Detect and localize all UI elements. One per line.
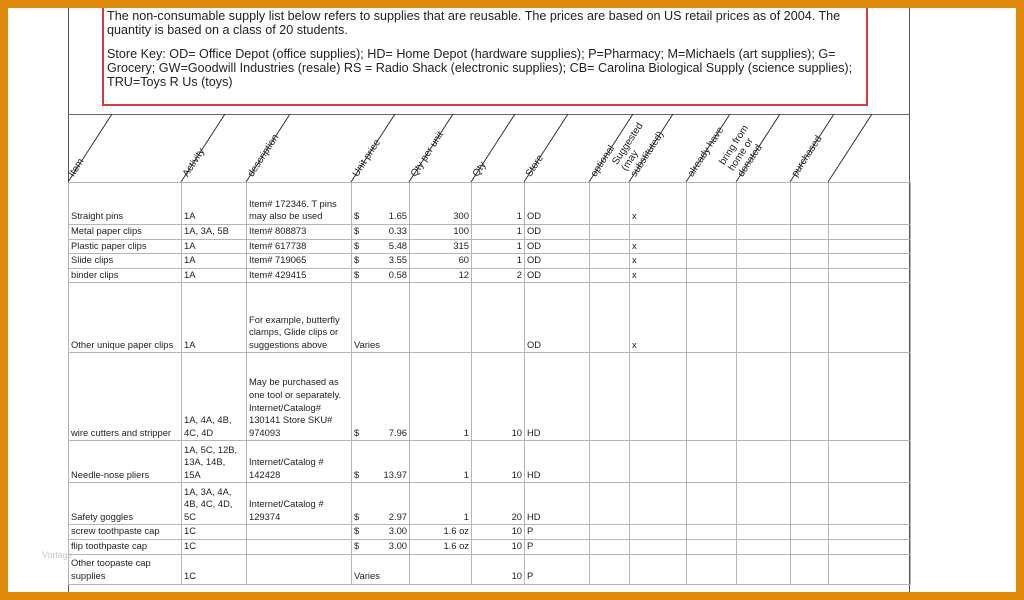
cell-qty-per-unit: 60	[410, 254, 472, 269]
cell-qty-per-unit: 12	[410, 268, 472, 283]
cell-qty-per-unit: 1.6 oz	[410, 525, 472, 540]
cell-item: Metal paper clips	[69, 225, 182, 240]
table-row	[69, 183, 911, 225]
cell-suggested	[630, 225, 687, 240]
cell-extra	[829, 441, 911, 483]
cell-activity: 1A	[182, 183, 247, 225]
cell-item: Other toopaste cap supplies	[69, 554, 182, 584]
table-row	[69, 283, 911, 353]
cell-qty-per-unit: 315	[410, 239, 472, 254]
cell-qty: 1	[472, 239, 525, 254]
cell-bring-from-home	[737, 483, 791, 525]
price-value: 3.55	[388, 254, 407, 266]
supply-table	[68, 182, 911, 585]
cell-item: Safety goggles	[69, 483, 182, 525]
cell-suggested: x	[630, 268, 687, 283]
cell-optional	[590, 554, 630, 584]
cell-extra	[829, 268, 911, 283]
cell-qty-per-unit: 300	[410, 183, 472, 225]
notes-store-key: Store Key: OD= Office Depot (office supplies); HD= Home Depot (hardware supplies); P=Pharmacy; M=Michaels (art supplies); G= Grocery; GW=Goodwill Industries (resale) RS = Radio Shack (electronic supplies); CB= Carolina Biological Supply (science supplies); TRU=Toys R Us (toys)	[107, 47, 853, 89]
price-value: 3.00	[388, 539, 407, 551]
document-frame	[8, 8, 1016, 592]
cell-already-have	[687, 254, 737, 269]
cell-optional	[590, 183, 630, 225]
cell-store: HD	[525, 441, 590, 483]
cell-optional	[590, 353, 630, 441]
cell-store: HD	[525, 483, 590, 525]
cell-unit-price	[352, 283, 410, 353]
cell-activity: 1A, 3A, 5B	[182, 225, 247, 240]
cell-extra	[829, 283, 911, 353]
cell-suggested	[630, 353, 687, 441]
cell-optional	[590, 283, 630, 353]
cell-purchased	[791, 554, 829, 584]
cell-qty: 10	[472, 539, 525, 554]
cell-extra	[829, 554, 911, 584]
table-row	[69, 254, 911, 269]
column-header-4: Unit price	[350, 137, 384, 179]
cell-unit-price	[352, 441, 410, 483]
cell-qty: 1	[472, 183, 525, 225]
price-value: 1.65	[388, 210, 407, 222]
cell-item: flip toothpaste cap	[69, 539, 182, 554]
cell-purchased	[791, 239, 829, 254]
dollar-sign: $	[354, 539, 360, 551]
dollar-sign: $	[354, 268, 360, 280]
table-row	[69, 483, 911, 525]
cell-item: Slide clips	[69, 254, 182, 269]
table-row	[69, 525, 911, 540]
cell-suggested: x	[630, 254, 687, 269]
cell-qty-per-unit: 1	[410, 483, 472, 525]
cell-qty: 10	[472, 441, 525, 483]
cell-qty-per-unit: 100	[410, 225, 472, 240]
cell-description: Internet/Catalog # 129374	[247, 483, 352, 525]
cell-activity: 1A	[182, 268, 247, 283]
cell-qty: 10	[472, 353, 525, 441]
cell-bring-from-home	[737, 554, 791, 584]
cell-extra	[829, 483, 911, 525]
cell-store: HD	[525, 353, 590, 441]
column-header-row	[8, 112, 1016, 184]
price-value: 2.97	[388, 510, 407, 522]
cell-activity: 1A, 3A, 4A, 4B, 4C, 4D, 5C	[182, 483, 247, 525]
price-value: 5.48	[388, 239, 407, 251]
cell-unit-price	[352, 539, 410, 554]
cell-activity: 1A, 5C, 12B, 13A, 14B, 15A	[182, 441, 247, 483]
cell-extra	[829, 239, 911, 254]
cell-item: screw toothpaste cap	[69, 525, 182, 540]
cell-qty: 1	[472, 225, 525, 240]
dollar-sign: $	[354, 426, 360, 438]
cell-qty-per-unit	[410, 283, 472, 353]
cell-purchased	[791, 254, 829, 269]
cell-description: May be purchased as one tool or separately. Internet/Catalog# 130141 Store SKU# 974093	[247, 353, 352, 441]
cell-description: Item# 808873	[247, 225, 352, 240]
cell-unit-price	[352, 483, 410, 525]
cell-description	[247, 525, 352, 540]
cell-optional	[590, 441, 630, 483]
cell-extra	[829, 225, 911, 240]
cell-activity: 1C	[182, 525, 247, 540]
cell-item: wire cutters and stripper	[69, 353, 182, 441]
column-header-6: Qty	[470, 159, 489, 179]
price-value: 3.00	[388, 525, 407, 537]
cell-description: For example, butterfly clamps, Glide clips or suggestions above	[247, 283, 352, 353]
cell-store: P	[525, 554, 590, 584]
cell-unit-price	[352, 353, 410, 441]
notes-box	[102, 8, 868, 106]
cell-suggested	[630, 554, 687, 584]
cell-qty	[472, 283, 525, 353]
cell-store: P	[525, 539, 590, 554]
cell-suggested: x	[630, 183, 687, 225]
cell-qty: 10	[472, 554, 525, 584]
cell-bring-from-home	[737, 268, 791, 283]
cell-already-have	[687, 283, 737, 353]
cell-already-have	[687, 353, 737, 441]
cell-description: Internet/Catalog # 142428	[247, 441, 352, 483]
dollar-sign: $	[354, 239, 360, 251]
cell-store: OD	[525, 225, 590, 240]
cell-bring-from-home	[737, 525, 791, 540]
cell-extra	[829, 539, 911, 554]
table-row	[69, 268, 911, 283]
cell-store: OD	[525, 254, 590, 269]
cell-extra	[829, 254, 911, 269]
cell-item: binder clips	[69, 268, 182, 283]
cell-bring-from-home	[737, 441, 791, 483]
cell-activity: 1C	[182, 539, 247, 554]
dollar-sign: $	[354, 254, 360, 266]
cell-qty: 10	[472, 525, 525, 540]
cell-suggested	[630, 441, 687, 483]
cell-purchased	[791, 483, 829, 525]
watermark: Vorlage	[42, 550, 73, 560]
cell-activity: 1A	[182, 239, 247, 254]
cell-activity: 1A, 4A, 4B, 4C, 4D	[182, 353, 247, 441]
price-value: 0.58	[388, 268, 407, 280]
column-header-3: description	[245, 132, 282, 179]
cell-item: Straight pins	[69, 183, 182, 225]
price-value: Varies	[354, 569, 380, 581]
cell-optional	[590, 539, 630, 554]
price-value: 0.33	[388, 225, 407, 236]
cell-purchased	[791, 183, 829, 225]
cell-bring-from-home	[737, 225, 791, 240]
cell-bring-from-home	[737, 539, 791, 554]
cell-description: Item# 719065	[247, 254, 352, 269]
dollar-sign: $	[354, 225, 360, 236]
cell-qty-per-unit: 1	[410, 441, 472, 483]
cell-already-have	[687, 554, 737, 584]
cell-suggested: x	[630, 283, 687, 353]
cell-qty: 2	[472, 268, 525, 283]
cell-item: Plastic paper clips	[69, 239, 182, 254]
notes-intro: The non-consumable supply list below refers to supplies that are reusable. The prices are based on US retail prices as of 2004. The quantity is based on a class of 20 students.	[107, 9, 841, 37]
cell-unit-price	[352, 254, 410, 269]
cell-qty-per-unit: 1	[410, 353, 472, 441]
cell-already-have	[687, 525, 737, 540]
cell-unit-price	[352, 225, 410, 240]
cell-unit-price	[352, 183, 410, 225]
cell-already-have	[687, 268, 737, 283]
price-value: Varies	[354, 338, 380, 350]
table-row	[69, 239, 911, 254]
cell-item: Needle-nose pliers	[69, 441, 182, 483]
cell-optional	[590, 254, 630, 269]
column-header-8: optional	[588, 143, 618, 179]
cell-description: Item# 429415	[247, 268, 352, 283]
cell-suggested	[630, 483, 687, 525]
price-value: 13.97	[383, 468, 407, 480]
cell-description	[247, 539, 352, 554]
cell-description: Item# 172346. T pins may also be used	[247, 183, 352, 225]
table-row	[69, 353, 911, 441]
column-header-10: already have	[685, 124, 727, 179]
cell-already-have	[687, 441, 737, 483]
cell-purchased	[791, 268, 829, 283]
cell-activity: 1A	[182, 283, 247, 353]
cell-suggested	[630, 539, 687, 554]
table-row	[69, 225, 911, 240]
cell-bring-from-home	[737, 283, 791, 353]
cell-store: OD	[525, 239, 590, 254]
cell-qty-per-unit	[410, 554, 472, 584]
cell-extra	[829, 353, 911, 441]
cell-bring-from-home	[737, 183, 791, 225]
cell-unit-price	[352, 239, 410, 254]
cell-purchased	[791, 525, 829, 540]
cell-qty-per-unit: 1.6 oz	[410, 539, 472, 554]
cell-description: Item# 617738	[247, 239, 352, 254]
price-value: 7.96	[388, 426, 407, 438]
cell-activity: 1A	[182, 254, 247, 269]
cell-optional	[590, 268, 630, 283]
cell-store: OD	[525, 268, 590, 283]
cell-suggested	[630, 525, 687, 540]
dollar-sign: $	[354, 510, 360, 522]
cell-qty: 1	[472, 254, 525, 269]
table-row	[69, 441, 911, 483]
dollar-sign: $	[354, 525, 360, 537]
cell-store: OD	[525, 183, 590, 225]
cell-unit-price	[352, 525, 410, 540]
cell-optional	[590, 483, 630, 525]
cell-already-have	[687, 183, 737, 225]
cell-optional	[590, 239, 630, 254]
cell-store: P	[525, 525, 590, 540]
cell-purchased	[791, 353, 829, 441]
cell-purchased	[791, 283, 829, 353]
cell-purchased	[791, 441, 829, 483]
cell-store: OD	[525, 283, 590, 353]
cell-suggested: x	[630, 239, 687, 254]
cell-purchased	[791, 539, 829, 554]
cell-qty: 20	[472, 483, 525, 525]
cell-unit-price	[352, 268, 410, 283]
column-header-11: bring from home or donated	[717, 123, 765, 179]
cell-activity: 1C	[182, 554, 247, 584]
column-header-12: purchased	[789, 133, 825, 179]
table-row	[69, 554, 911, 584]
column-header-1: Item	[66, 156, 87, 179]
cell-item: Other unique paper clips	[69, 283, 182, 353]
cell-unit-price	[352, 554, 410, 584]
dollar-sign: $	[354, 210, 360, 222]
cell-already-have	[687, 239, 737, 254]
dollar-sign: $	[354, 468, 360, 480]
cell-already-have	[687, 483, 737, 525]
cell-bring-from-home	[737, 254, 791, 269]
cell-optional	[590, 525, 630, 540]
column-header-9: Suggested (may substituted)	[610, 120, 667, 179]
cell-extra	[829, 183, 911, 225]
header-diagonal-lines	[8, 112, 1016, 184]
cell-extra	[829, 525, 911, 540]
column-header-7: Store	[523, 152, 547, 179]
cell-description	[247, 554, 352, 584]
cell-purchased	[791, 225, 829, 240]
column-header-2: Activity	[180, 146, 208, 179]
cell-bring-from-home	[737, 353, 791, 441]
cell-optional	[590, 225, 630, 240]
column-header-5: Qty per unit	[408, 129, 447, 179]
cell-bring-from-home	[737, 239, 791, 254]
cell-already-have	[687, 225, 737, 240]
cell-already-have	[687, 539, 737, 554]
table-row	[69, 539, 911, 554]
